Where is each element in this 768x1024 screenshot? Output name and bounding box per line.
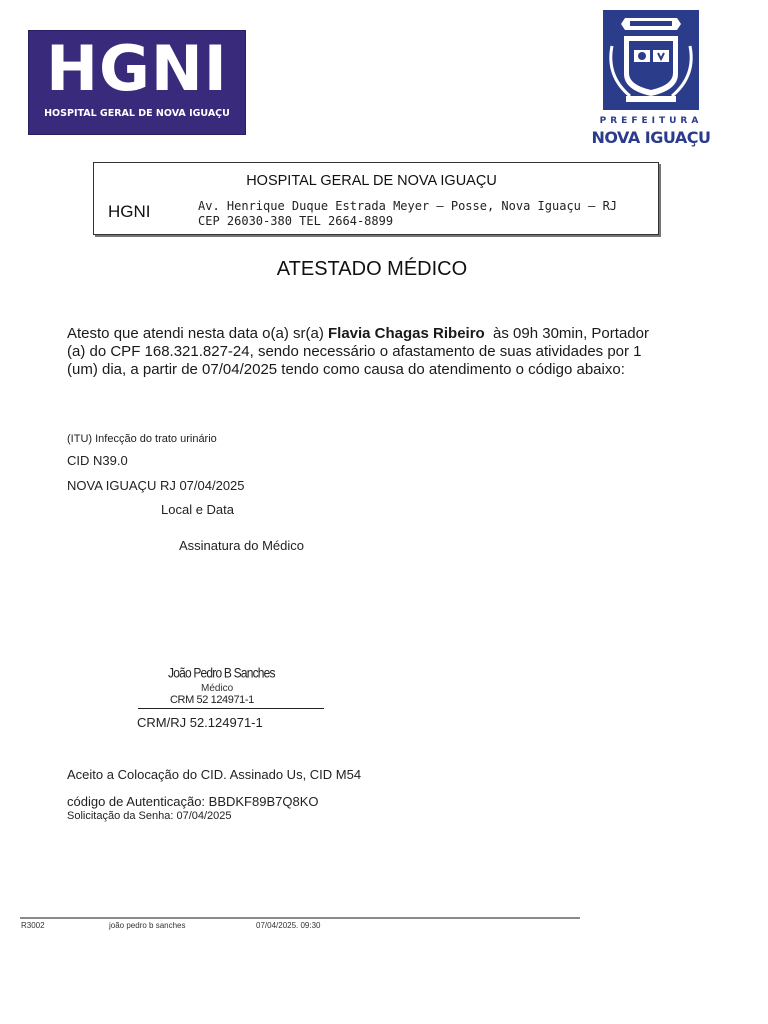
place-date: NOVA IGUAÇU RJ 07/04/2025 <box>67 478 245 493</box>
footer-timestamp: 07/04/2025. 09:30 <box>256 921 321 930</box>
prefeitura-city: NOVA IGUAÇU <box>591 128 711 147</box>
signature-name: João Pedro B Sanches <box>168 664 275 682</box>
hospital-address: Av. Henrique Duque Estrada Meyer – Posse, Nova Iguaçu – RJ <box>198 199 618 213</box>
place-date-label: Local e Data <box>161 502 234 517</box>
signature-label: Assinatura do Médico <box>179 538 305 553</box>
hgni-logo-subtitle: HOSPITAL GERAL DE NOVA IGUAÇU <box>44 108 230 119</box>
diagnosis: (ITU) Infecção do trato urinário <box>67 433 217 445</box>
hospital-header-box <box>93 162 659 235</box>
signature-line <box>138 708 324 709</box>
body-suffix: às 09h 30min, Portador (a) do CPF 168.321.827-24, sendo necessário o afastamento de suas atividades por 1 (um) dia, a partir de 07/04/2025 tendo como causa do atendimento o código abaixo: <box>67 325 654 378</box>
crm-number: CRM/RJ 52.124971-1 <box>137 715 263 730</box>
coat-of-arms-icon <box>580 8 722 114</box>
hgni-logo-acronym: HGNI <box>46 32 228 105</box>
authentication-code: código de Autenticação: BBDKF89B7Q8KO <box>67 794 319 809</box>
request-date: Solicitação da Senha: 07/04/2025 <box>67 810 232 822</box>
document-title: ATESTADO MÉDICO <box>276 258 468 280</box>
hospital-name: HOSPITAL GERAL DE NOVA IGUAÇU <box>246 173 497 189</box>
footer-name: joão pedro b sanches <box>109 921 186 930</box>
prefeitura-label: PREFEITURA <box>599 116 703 126</box>
cid-code: CID N39.0 <box>67 453 128 468</box>
signature-role: Médico <box>201 683 234 694</box>
hgni-logo <box>28 30 246 135</box>
footer-divider <box>20 917 580 919</box>
doctor-signature <box>138 666 328 710</box>
cid-acceptance: Aceito a Colocação do CID. Assinado Us, CID M54 <box>67 767 362 782</box>
body-prefix: Atesto que atendi nesta data o(a) sr(a) <box>67 325 328 342</box>
hospital-cep-phone: CEP 26030-380 TEL 2664-8899 <box>198 214 394 228</box>
prefeitura-logo <box>580 8 722 150</box>
attestation-body <box>67 325 667 379</box>
patient-name: Flavia Chagas Ribeiro <box>327 325 485 342</box>
footer-code: R3002 <box>21 921 45 930</box>
hospital-code: HGNI <box>108 202 151 221</box>
signature-crm: CRM 52 124971-1 <box>170 694 254 706</box>
